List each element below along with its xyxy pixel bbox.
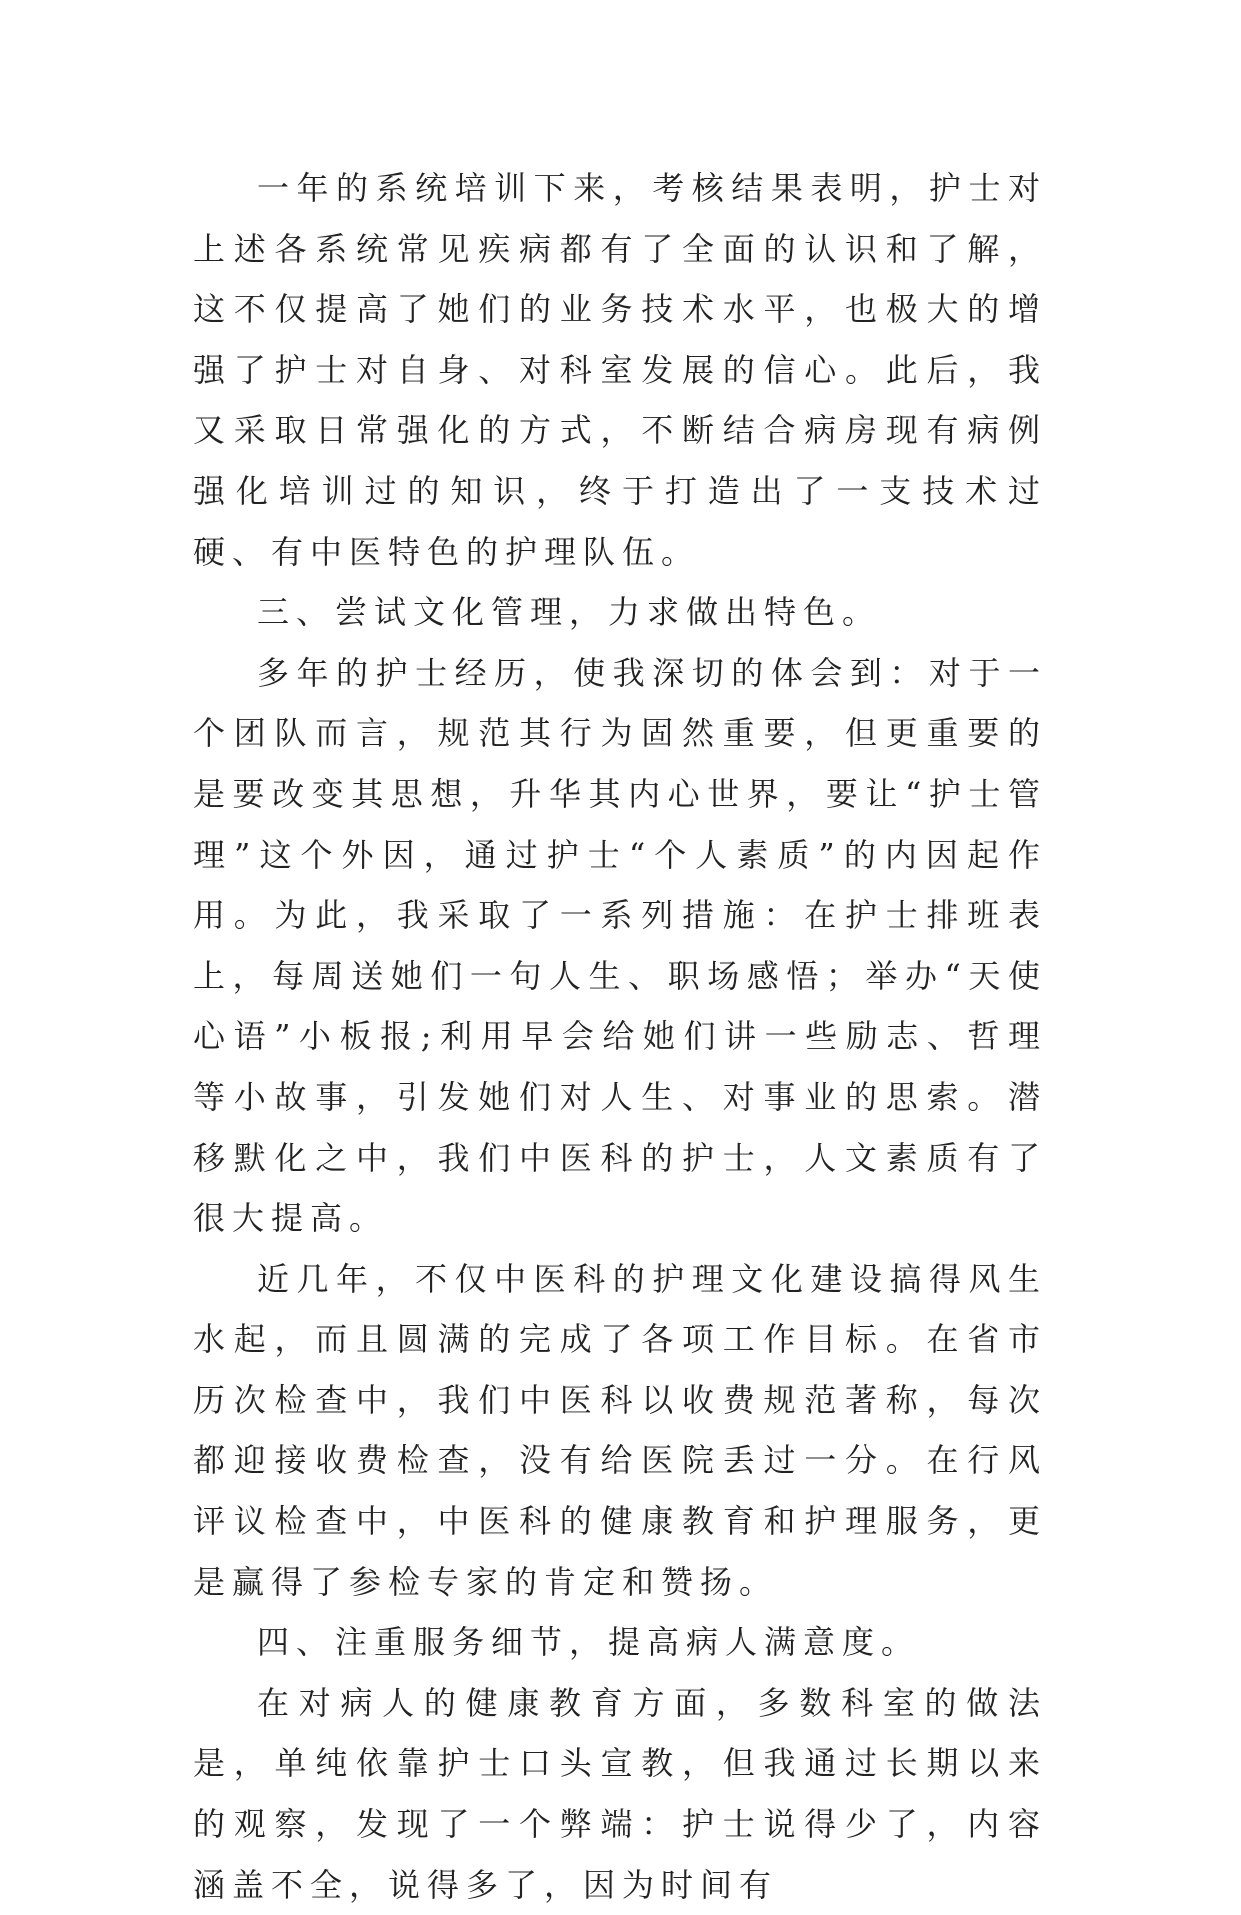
section-heading-culture-management: 三、尝试文化管理，力求做出特色。 (257, 593, 882, 632)
paragraph-training-results: 一年的系统培训下来，考核结果表明，护士对上述各系统常见疾病都有了全面的认识和了解，这不仅提高了她们的业务技术水平，也极大的增强了护士对自身、对科室发展的信心。此后，我又采取日常强化的方式，不断结合病房现有病例强化培训过的知识，终于打造出了一支技术过硬、有中医特色的护理队伍。 (193, 169, 1047, 571)
document-body (193, 158, 1047, 1915)
section-heading-service-details: 四、注重服务细节，提高病人满意度。 (257, 1623, 921, 1662)
paragraph-nurse-experience: 多年的护士经历，使我深切的体会到：对于一个团队而言，规范其行为固然重要，但更重要的是要改变其思想，升华其内心世界，要让“护士管理”这个外因，通过护士“个人素质”的内因起作用。为此，我采取了一系列措施：在护士排班表上，每周送她们一句人生、职场感悟；举办“天使心语”小板报;利用早会给她们讲一些励志、哲理等小故事，引发她们对人生、对事业的思索。潜移默化之中，我们中医科的护士，人文素质有了很大提高。 (193, 653, 1047, 1238)
paragraph-health-education: 在对病人的健康教育方面，多数科室的做法是，单纯依靠护士口头宣教，但我通过长期以来的观察，发现了一个弊端：护士说得少了，内容涵盖不全，说得多了，因为时间有 (193, 1683, 1047, 1904)
paragraph-recent-years: 近几年，不仅中医科的护理文化建设搞得风生水起，而且圆满的完成了各项工作目标。在省市历次检查中，我们中医科以收费规范著称，每次都迎接收费检查，没有给医院丢过一分。在行风评议检查中，中医科的健康教育和护理服务，更是赢得了参检专家的肯定和赞扬。 (193, 1259, 1047, 1601)
